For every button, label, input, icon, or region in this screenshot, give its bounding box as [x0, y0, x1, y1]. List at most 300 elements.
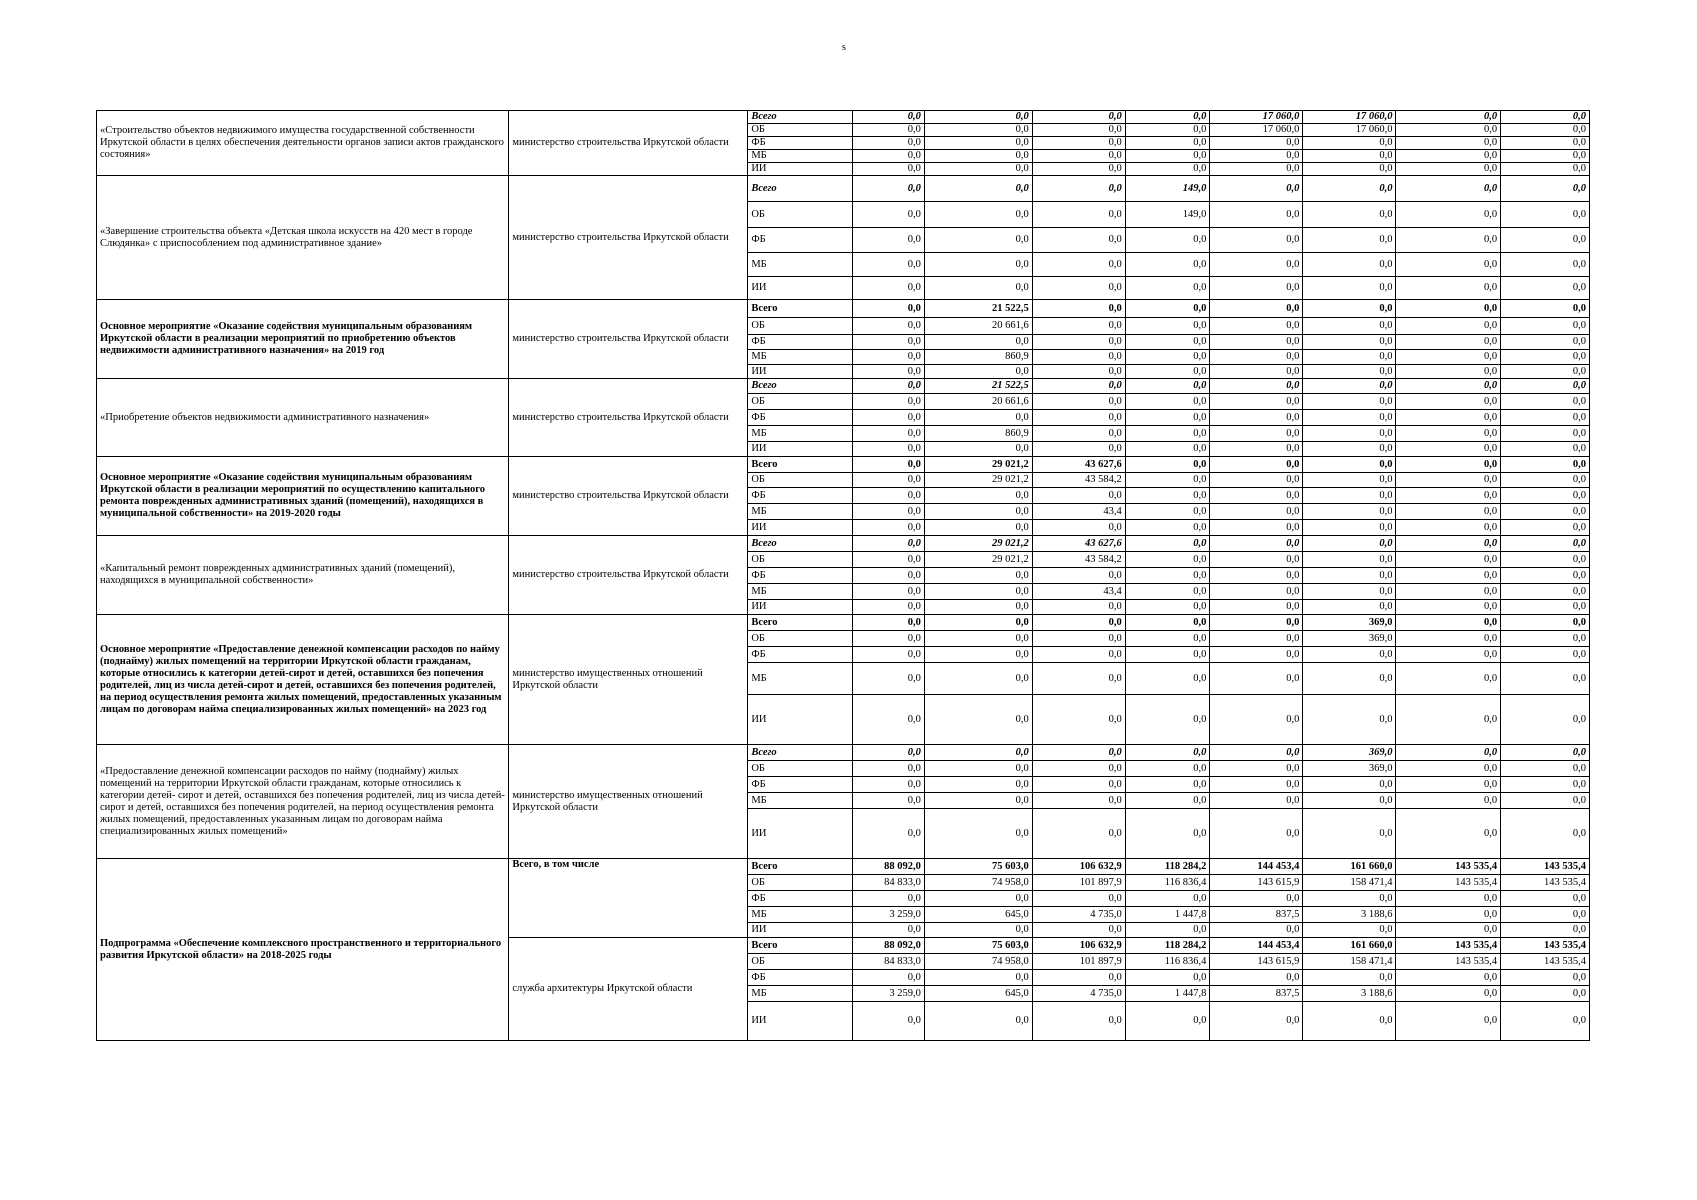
amount-cell: 0,0 [852, 793, 924, 809]
amount-cell: 0,0 [1125, 442, 1210, 457]
amount-cell: 0,0 [852, 137, 924, 150]
funding-source-cell: ИИ [748, 442, 853, 457]
amount-cell: 0,0 [1210, 335, 1303, 350]
amount-cell: 106 632,9 [1032, 938, 1125, 954]
amount-cell: 0,0 [1501, 745, 1590, 761]
amount-cell: 0,0 [924, 1002, 1032, 1041]
amount-cell: 837,5 [1210, 986, 1303, 1002]
amount-cell: 0,0 [1210, 695, 1303, 745]
amount-cell: 0,0 [1125, 504, 1210, 520]
amount-cell: 0,0 [924, 568, 1032, 584]
amount-cell: 0,0 [1210, 228, 1303, 253]
amount-cell: 74 958,0 [924, 954, 1032, 970]
amount-cell: 0,0 [1501, 488, 1590, 504]
amount-cell: 0,0 [924, 745, 1032, 761]
amount-cell: 0,0 [1303, 695, 1396, 745]
amount-cell: 0,0 [852, 552, 924, 568]
amount-cell: 143 535,4 [1396, 954, 1501, 970]
amount-cell: 0,0 [1210, 793, 1303, 809]
amount-cell: 0,0 [1032, 631, 1125, 647]
amount-cell: 144 453,4 [1210, 859, 1303, 875]
amount-cell: 0,0 [1303, 777, 1396, 793]
funding-source-cell: ОБ [748, 631, 853, 647]
funding-source-cell: Всего [748, 457, 853, 473]
amount-cell: 0,0 [852, 228, 924, 253]
amount-cell: 144 453,4 [1210, 938, 1303, 954]
amount-cell: 0,0 [1501, 631, 1590, 647]
funding-source-cell: ФБ [748, 488, 853, 504]
amount-cell: 0,0 [1396, 163, 1501, 176]
amount-cell: 0,0 [1032, 970, 1125, 986]
amount-cell: 0,0 [1125, 365, 1210, 379]
amount-cell: 0,0 [1125, 163, 1210, 176]
amount-cell: 0,0 [1210, 647, 1303, 663]
amount-cell: 0,0 [1210, 410, 1303, 426]
amount-cell: 0,0 [1501, 277, 1590, 300]
amount-cell: 0,0 [1396, 520, 1501, 536]
amount-cell: 0,0 [924, 695, 1032, 745]
amount-cell: 0,0 [1125, 777, 1210, 793]
funding-source-cell: Всего [748, 111, 853, 124]
amount-cell: 158 471,4 [1303, 875, 1396, 891]
amount-cell: 0,0 [924, 228, 1032, 253]
amount-cell: 21 522,5 [924, 379, 1032, 394]
funding-source-cell: Всего [748, 379, 853, 394]
amount-cell: 0,0 [852, 426, 924, 442]
amount-cell: 0,0 [1303, 202, 1396, 228]
amount-cell: 17 060,0 [1210, 124, 1303, 137]
amount-cell: 0,0 [1396, 584, 1501, 600]
amount-cell: 0,0 [852, 163, 924, 176]
amount-cell: 0,0 [1210, 150, 1303, 163]
responsible-executor-cell: министерство строительства Иркутской области [509, 457, 748, 536]
amount-cell: 3 188,6 [1303, 907, 1396, 923]
amount-cell: 0,0 [1396, 350, 1501, 365]
amount-cell: 0,0 [1501, 536, 1590, 552]
funding-source-cell: МБ [748, 584, 853, 600]
event-name-cell: «Завершение строительства объекта «Детская школа искусств на 420 мест в городе Слюдянка» с приспособлением под административное здание» [97, 176, 509, 300]
table-row [97, 379, 1590, 394]
amount-cell: 0,0 [1396, 124, 1501, 137]
amount-cell: 0,0 [852, 318, 924, 335]
amount-cell: 0,0 [1396, 600, 1501, 615]
amount-cell: 0,0 [1125, 473, 1210, 488]
amount-cell: 0,0 [1032, 745, 1125, 761]
funding-source-cell: ФБ [748, 970, 853, 986]
amount-cell: 0,0 [1125, 488, 1210, 504]
budget-table-body [97, 111, 1590, 1041]
amount-cell: 0,0 [1396, 809, 1501, 859]
amount-cell: 0,0 [852, 891, 924, 907]
amount-cell: 0,0 [1396, 379, 1501, 394]
amount-cell: 43 584,2 [1032, 552, 1125, 568]
amount-cell: 75 603,0 [924, 859, 1032, 875]
event-name-cell: «Предоставление денежной компенсации расходов по найму (поднайму) жилых помещений на территории Иркутской области гражданам, которые относились к категории детей- сирот и детей, оставшихся без попечения родителей, лиц из числа детей-сирот и детей, оставшихся без попечения родителей, на период осуществления ремонта жилых помещений, предоставленных указанным лицам по договорам найма специализированных жилых помещений» [97, 745, 509, 859]
amount-cell: 0,0 [1396, 277, 1501, 300]
responsible-executor-cell: министерство строительства Иркутской области [509, 176, 748, 300]
amount-cell: 1 447,8 [1125, 986, 1210, 1002]
amount-cell: 29 021,2 [924, 536, 1032, 552]
amount-cell: 0,0 [1032, 111, 1125, 124]
amount-cell: 0,0 [1032, 124, 1125, 137]
amount-cell: 0,0 [1396, 394, 1501, 410]
amount-cell: 0,0 [1303, 335, 1396, 350]
amount-cell: 143 535,4 [1501, 954, 1590, 970]
amount-cell: 17 060,0 [1210, 111, 1303, 124]
amount-cell: 0,0 [1125, 600, 1210, 615]
amount-cell: 0,0 [852, 647, 924, 663]
funding-source-cell: Всего [748, 859, 853, 875]
amount-cell: 0,0 [1501, 228, 1590, 253]
amount-cell: 0,0 [1032, 176, 1125, 202]
amount-cell: 0,0 [852, 394, 924, 410]
amount-cell: 0,0 [1501, 552, 1590, 568]
funding-source-cell: МБ [748, 663, 853, 695]
funding-source-cell: ФБ [748, 228, 853, 253]
amount-cell: 0,0 [924, 631, 1032, 647]
amount-cell: 0,0 [1303, 228, 1396, 253]
amount-cell: 0,0 [1396, 253, 1501, 277]
amount-cell: 0,0 [1032, 394, 1125, 410]
amount-cell: 0,0 [1303, 891, 1396, 907]
amount-cell: 0,0 [1396, 568, 1501, 584]
amount-cell: 1 447,8 [1125, 907, 1210, 923]
amount-cell: 0,0 [1501, 124, 1590, 137]
amount-cell: 645,0 [924, 986, 1032, 1002]
amount-cell: 0,0 [1125, 137, 1210, 150]
amount-cell: 0,0 [1501, 163, 1590, 176]
amount-cell: 0,0 [1396, 986, 1501, 1002]
amount-cell: 0,0 [1303, 923, 1396, 938]
amount-cell: 0,0 [1210, 350, 1303, 365]
funding-source-cell: ОБ [748, 318, 853, 335]
amount-cell: 0,0 [852, 457, 924, 473]
amount-cell: 143 535,4 [1501, 938, 1590, 954]
amount-cell: 0,0 [1032, 202, 1125, 228]
amount-cell: 0,0 [1396, 695, 1501, 745]
amount-cell: 0,0 [852, 379, 924, 394]
amount-cell: 0,0 [1303, 410, 1396, 426]
amount-cell: 0,0 [1303, 457, 1396, 473]
amount-cell: 0,0 [1501, 761, 1590, 777]
responsible-executor-cell: министерство строительства Иркутской области [509, 300, 748, 379]
amount-cell: 143 535,4 [1396, 938, 1501, 954]
amount-cell: 0,0 [1125, 379, 1210, 394]
responsible-executor-cell: министерство строительства Иркутской области [509, 111, 748, 176]
amount-cell: 0,0 [852, 350, 924, 365]
amount-cell: 0,0 [1501, 394, 1590, 410]
amount-cell: 369,0 [1303, 745, 1396, 761]
amount-cell: 0,0 [924, 793, 1032, 809]
amount-cell: 0,0 [1396, 891, 1501, 907]
amount-cell: 0,0 [1032, 488, 1125, 504]
amount-cell: 0,0 [1032, 150, 1125, 163]
amount-cell: 0,0 [1032, 277, 1125, 300]
amount-cell: 0,0 [924, 335, 1032, 350]
amount-cell: 0,0 [1501, 923, 1590, 938]
amount-cell: 0,0 [1032, 663, 1125, 695]
amount-cell: 0,0 [1303, 253, 1396, 277]
funding-source-cell: ФБ [748, 647, 853, 663]
amount-cell: 0,0 [1501, 777, 1590, 793]
amount-cell: 0,0 [1125, 568, 1210, 584]
responsible-executor-cell: министерство имущественных отношений Иркутской области [509, 615, 748, 745]
amount-cell: 0,0 [1303, 600, 1396, 615]
amount-cell: 0,0 [1032, 300, 1125, 318]
funding-source-cell: Всего [748, 615, 853, 631]
amount-cell: 837,5 [1210, 907, 1303, 923]
amount-cell: 0,0 [1501, 442, 1590, 457]
amount-cell: 0,0 [1032, 379, 1125, 394]
amount-cell: 0,0 [924, 137, 1032, 150]
budget-table [96, 110, 1590, 1041]
amount-cell: 0,0 [852, 488, 924, 504]
amount-cell: 0,0 [1125, 536, 1210, 552]
amount-cell: 0,0 [852, 536, 924, 552]
amount-cell: 75 603,0 [924, 938, 1032, 954]
amount-cell: 0,0 [1501, 253, 1590, 277]
amount-cell: 0,0 [1501, 350, 1590, 365]
amount-cell: 106 632,9 [1032, 859, 1125, 875]
amount-cell: 0,0 [1032, 891, 1125, 907]
table-row [97, 457, 1590, 473]
amount-cell: 0,0 [1303, 504, 1396, 520]
amount-cell: 0,0 [1501, 600, 1590, 615]
amount-cell: 0,0 [1396, 111, 1501, 124]
amount-cell: 0,0 [1396, 647, 1501, 663]
amount-cell: 0,0 [1210, 631, 1303, 647]
amount-cell: 0,0 [1125, 552, 1210, 568]
amount-cell: 0,0 [852, 504, 924, 520]
amount-cell: 143 615,9 [1210, 875, 1303, 891]
amount-cell: 0,0 [1501, 647, 1590, 663]
amount-cell: 0,0 [1125, 793, 1210, 809]
amount-cell: 0,0 [1501, 202, 1590, 228]
amount-cell: 0,0 [1303, 809, 1396, 859]
amount-cell: 116 836,4 [1125, 875, 1210, 891]
amount-cell: 0,0 [1396, 202, 1501, 228]
amount-cell: 0,0 [1125, 124, 1210, 137]
amount-cell: 0,0 [1125, 111, 1210, 124]
amount-cell: 0,0 [1396, 793, 1501, 809]
event-name-cell: Основное мероприятие «Оказание содействия муниципальным образованиям Иркутской области в реализации мероприятий по приобретению объектов недвижимости административного назначения» на 2019 год [97, 300, 509, 379]
funding-source-cell: Всего [748, 938, 853, 954]
amount-cell: 0,0 [852, 695, 924, 745]
amount-cell: 0,0 [1210, 394, 1303, 410]
amount-cell: 143 535,4 [1501, 875, 1590, 891]
amount-cell: 860,9 [924, 426, 1032, 442]
amount-cell: 0,0 [1303, 379, 1396, 394]
funding-source-cell: ФБ [748, 777, 853, 793]
amount-cell: 0,0 [852, 745, 924, 761]
responsible-executor-cell: служба архитектуры Иркутской области [509, 938, 748, 1041]
amount-cell: 0,0 [852, 663, 924, 695]
funding-source-cell: ИИ [748, 365, 853, 379]
funding-source-cell: Всего [748, 536, 853, 552]
amount-cell: 0,0 [1210, 202, 1303, 228]
amount-cell: 0,0 [924, 277, 1032, 300]
amount-cell: 20 661,6 [924, 394, 1032, 410]
funding-source-cell: ФБ [748, 568, 853, 584]
amount-cell: 0,0 [1396, 228, 1501, 253]
amount-cell: 0,0 [852, 176, 924, 202]
amount-cell: 0,0 [1303, 584, 1396, 600]
amount-cell: 0,0 [852, 202, 924, 228]
amount-cell: 0,0 [1501, 986, 1590, 1002]
amount-cell: 0,0 [1396, 970, 1501, 986]
amount-cell: 0,0 [852, 410, 924, 426]
funding-source-cell: ИИ [748, 809, 853, 859]
funding-source-cell: ИИ [748, 277, 853, 300]
amount-cell: 0,0 [1210, 504, 1303, 520]
amount-cell: 0,0 [1125, 647, 1210, 663]
amount-cell: 0,0 [1210, 365, 1303, 379]
amount-cell: 43 627,6 [1032, 536, 1125, 552]
amount-cell: 0,0 [852, 473, 924, 488]
funding-source-cell: ОБ [748, 124, 853, 137]
amount-cell: 0,0 [1303, 350, 1396, 365]
responsible-executor-cell: Всего, в том числе [509, 859, 748, 938]
amount-cell: 0,0 [1303, 277, 1396, 300]
amount-cell: 0,0 [924, 365, 1032, 379]
amount-cell: 645,0 [924, 907, 1032, 923]
amount-cell: 0,0 [852, 111, 924, 124]
amount-cell: 0,0 [1125, 150, 1210, 163]
amount-cell: 0,0 [1303, 536, 1396, 552]
amount-cell: 0,0 [1125, 520, 1210, 536]
amount-cell: 149,0 [1125, 202, 1210, 228]
amount-cell: 0,0 [1396, 761, 1501, 777]
amount-cell: 0,0 [1125, 891, 1210, 907]
amount-cell: 0,0 [1032, 695, 1125, 745]
amount-cell: 0,0 [1396, 426, 1501, 442]
amount-cell: 0,0 [1501, 520, 1590, 536]
amount-cell: 0,0 [924, 970, 1032, 986]
amount-cell: 161 660,0 [1303, 938, 1396, 954]
funding-source-cell: МБ [748, 253, 853, 277]
amount-cell: 0,0 [1303, 426, 1396, 442]
event-name-cell: «Строительство объектов недвижимого имущества государственной собственности Иркутской области в целях обеспечения деятельности органов записи актов гражданского состояния» [97, 111, 509, 176]
amount-cell: 0,0 [924, 150, 1032, 163]
funding-source-cell: ОБ [748, 202, 853, 228]
amount-cell: 0,0 [1501, 695, 1590, 745]
amount-cell: 43,4 [1032, 504, 1125, 520]
amount-cell: 0,0 [1396, 663, 1501, 695]
amount-cell: 0,0 [1210, 318, 1303, 335]
amount-cell: 0,0 [1501, 504, 1590, 520]
amount-cell: 0,0 [1501, 410, 1590, 426]
amount-cell: 0,0 [1210, 970, 1303, 986]
table-row [97, 615, 1590, 631]
amount-cell: 0,0 [1210, 615, 1303, 631]
amount-cell: 0,0 [852, 520, 924, 536]
amount-cell: 0,0 [1501, 793, 1590, 809]
amount-cell: 0,0 [1501, 335, 1590, 350]
amount-cell: 0,0 [1210, 379, 1303, 394]
amount-cell: 0,0 [852, 584, 924, 600]
funding-source-cell: ФБ [748, 891, 853, 907]
amount-cell: 0,0 [852, 277, 924, 300]
amount-cell: 0,0 [1396, 365, 1501, 379]
amount-cell: 0,0 [1210, 137, 1303, 150]
amount-cell: 84 833,0 [852, 954, 924, 970]
funding-source-cell: ИИ [748, 1002, 853, 1041]
amount-cell: 0,0 [924, 809, 1032, 859]
amount-cell: 158 471,4 [1303, 954, 1396, 970]
amount-cell: 0,0 [1125, 745, 1210, 761]
amount-cell: 0,0 [1501, 907, 1590, 923]
funding-source-cell: ФБ [748, 335, 853, 350]
amount-cell: 0,0 [1396, 137, 1501, 150]
funding-source-cell: МБ [748, 907, 853, 923]
amount-cell: 116 836,4 [1125, 954, 1210, 970]
funding-source-cell: ИИ [748, 923, 853, 938]
amount-cell: 0,0 [1210, 253, 1303, 277]
amount-cell: 0,0 [924, 488, 1032, 504]
amount-cell: 0,0 [852, 761, 924, 777]
funding-source-cell: ИИ [748, 600, 853, 615]
amount-cell: 0,0 [1501, 426, 1590, 442]
amount-cell: 0,0 [924, 410, 1032, 426]
amount-cell: 0,0 [924, 504, 1032, 520]
funding-source-cell: МБ [748, 986, 853, 1002]
amount-cell: 0,0 [1125, 663, 1210, 695]
amount-cell: 0,0 [1210, 809, 1303, 859]
amount-cell: 369,0 [1303, 615, 1396, 631]
amount-cell: 0,0 [1303, 1002, 1396, 1041]
responsible-executor-cell: министерство строительства Иркутской области [509, 379, 748, 457]
amount-cell: 0,0 [1303, 488, 1396, 504]
amount-cell: 0,0 [1125, 426, 1210, 442]
funding-source-cell: МБ [748, 426, 853, 442]
amount-cell: 0,0 [1125, 761, 1210, 777]
amount-cell: 4 735,0 [1032, 986, 1125, 1002]
amount-cell: 0,0 [1396, 410, 1501, 426]
amount-cell: 0,0 [1210, 457, 1303, 473]
amount-cell: 0,0 [1125, 631, 1210, 647]
table-row [97, 111, 1590, 124]
amount-cell: 0,0 [1303, 520, 1396, 536]
amount-cell: 4 735,0 [1032, 907, 1125, 923]
amount-cell: 0,0 [852, 442, 924, 457]
amount-cell: 29 021,2 [924, 457, 1032, 473]
amount-cell: 0,0 [852, 615, 924, 631]
amount-cell: 0,0 [1396, 150, 1501, 163]
amount-cell: 0,0 [1210, 777, 1303, 793]
amount-cell: 0,0 [1032, 568, 1125, 584]
amount-cell: 0,0 [1210, 300, 1303, 318]
amount-cell: 0,0 [1210, 584, 1303, 600]
amount-cell: 0,0 [924, 777, 1032, 793]
amount-cell: 0,0 [852, 335, 924, 350]
amount-cell: 0,0 [1396, 457, 1501, 473]
amount-cell: 0,0 [1032, 809, 1125, 859]
amount-cell: 0,0 [1210, 552, 1303, 568]
amount-cell: 0,0 [1210, 520, 1303, 536]
amount-cell: 118 284,2 [1125, 859, 1210, 875]
amount-cell: 0,0 [1501, 365, 1590, 379]
amount-cell: 0,0 [1210, 176, 1303, 202]
amount-cell: 149,0 [1125, 176, 1210, 202]
event-name-cell: «Капитальный ремонт поврежденных административных зданий (помещений), находящихся в муниципальной собственности» [97, 536, 509, 615]
amount-cell: 0,0 [1396, 777, 1501, 793]
funding-source-cell: ОБ [748, 473, 853, 488]
amount-cell: 0,0 [1125, 253, 1210, 277]
amount-cell: 0,0 [1501, 300, 1590, 318]
amount-cell: 0,0 [1125, 277, 1210, 300]
amount-cell: 0,0 [924, 647, 1032, 663]
amount-cell: 0,0 [1210, 663, 1303, 695]
